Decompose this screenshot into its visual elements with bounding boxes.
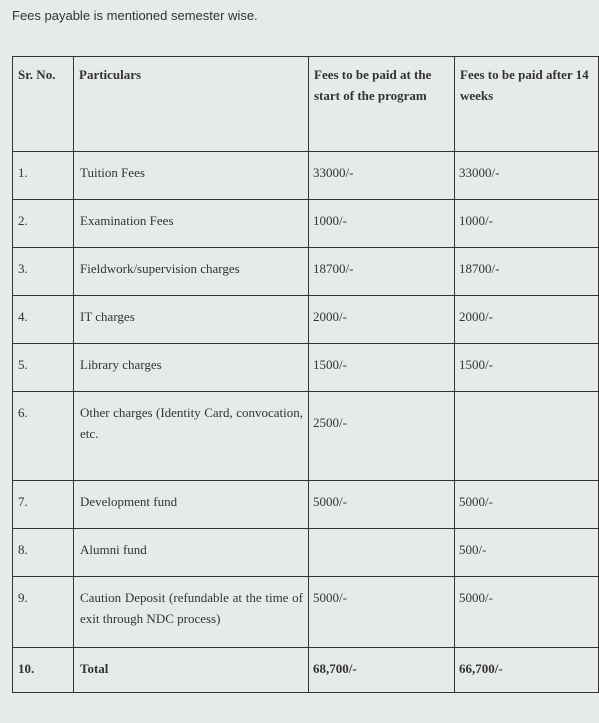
row-particular: Library charges: [80, 357, 162, 372]
header-fees-after: Fees to be paid after 14 weeks: [455, 57, 599, 152]
row-fee-start: 5000/-: [313, 590, 347, 605]
table-row: [13, 200, 599, 248]
table-row: [13, 481, 599, 529]
row-particular: IT charges: [80, 309, 135, 324]
table-row: [13, 152, 599, 200]
row-particular: Alumni fund: [80, 542, 147, 557]
row-fee-after: 1000/-: [459, 213, 493, 228]
row-particular: Tuition Fees: [80, 165, 145, 180]
row-sr: 8.: [18, 542, 28, 557]
header-particulars: Particulars: [74, 57, 309, 152]
row-sr: 1.: [18, 165, 28, 180]
row-fee-start: 68,700/-: [313, 661, 357, 676]
row-fee-start: 1500/-: [313, 357, 347, 372]
row-particular: Development fund: [80, 494, 178, 509]
table-row: [13, 577, 599, 648]
header-sr-no: Sr. No.: [13, 57, 74, 152]
row-fee-after: 18700/-: [459, 261, 500, 276]
header-fees-start: Fees to be paid at the start of the program: [309, 57, 455, 152]
row-fee-after: 1500/-: [459, 357, 493, 372]
row-fee-after: 66,700/-: [459, 661, 503, 676]
table-row: [13, 529, 599, 577]
row-particular: Examination Fees: [80, 213, 174, 228]
row-sr: 2.: [18, 213, 28, 228]
row-fee-start: 2000/-: [313, 309, 347, 324]
intro-text: Fees payable is mentioned semester wise.: [12, 8, 258, 23]
row-sr: 6.: [18, 405, 28, 420]
table-row: [13, 392, 599, 481]
row-sr: 4.: [18, 309, 28, 324]
fees-table: [12, 56, 599, 693]
table-row: [13, 296, 599, 344]
row-particular: Fieldwork/supervision charges: [80, 261, 240, 276]
row-fee-start: 2500/-: [313, 415, 347, 430]
table-row: [13, 248, 599, 296]
row-sr: 7.: [18, 494, 28, 509]
row-fee-after: 500/-: [459, 542, 487, 557]
table-header-row: [13, 57, 599, 152]
row-fee-after: 2000/-: [459, 309, 493, 324]
row-particular: Total: [80, 661, 109, 676]
row-particular: Caution Deposit (refundable at the time of exit through NDC process): [80, 590, 303, 626]
row-sr: 9.: [18, 590, 28, 605]
row-fee-start: 5000/-: [313, 494, 347, 509]
row-fee-start: 1000/-: [313, 213, 347, 228]
table-row: [13, 344, 599, 392]
row-fee-after: [459, 392, 593, 402]
row-fee-after: 5000/-: [459, 590, 493, 605]
table-row-total: [13, 648, 599, 693]
row-sr: 5.: [18, 357, 28, 372]
row-fee-after: 5000/-: [459, 494, 493, 509]
row-fee-start: 33000/-: [313, 165, 354, 180]
row-sr: 10.: [18, 661, 35, 676]
row-fee-start: 18700/-: [313, 261, 354, 276]
row-fee-after: 33000/-: [459, 165, 500, 180]
row-particular: Other charges (Identity Card, convocation, etc.: [80, 405, 303, 441]
row-sr: 3.: [18, 261, 28, 276]
row-fee-start: [313, 529, 449, 539]
